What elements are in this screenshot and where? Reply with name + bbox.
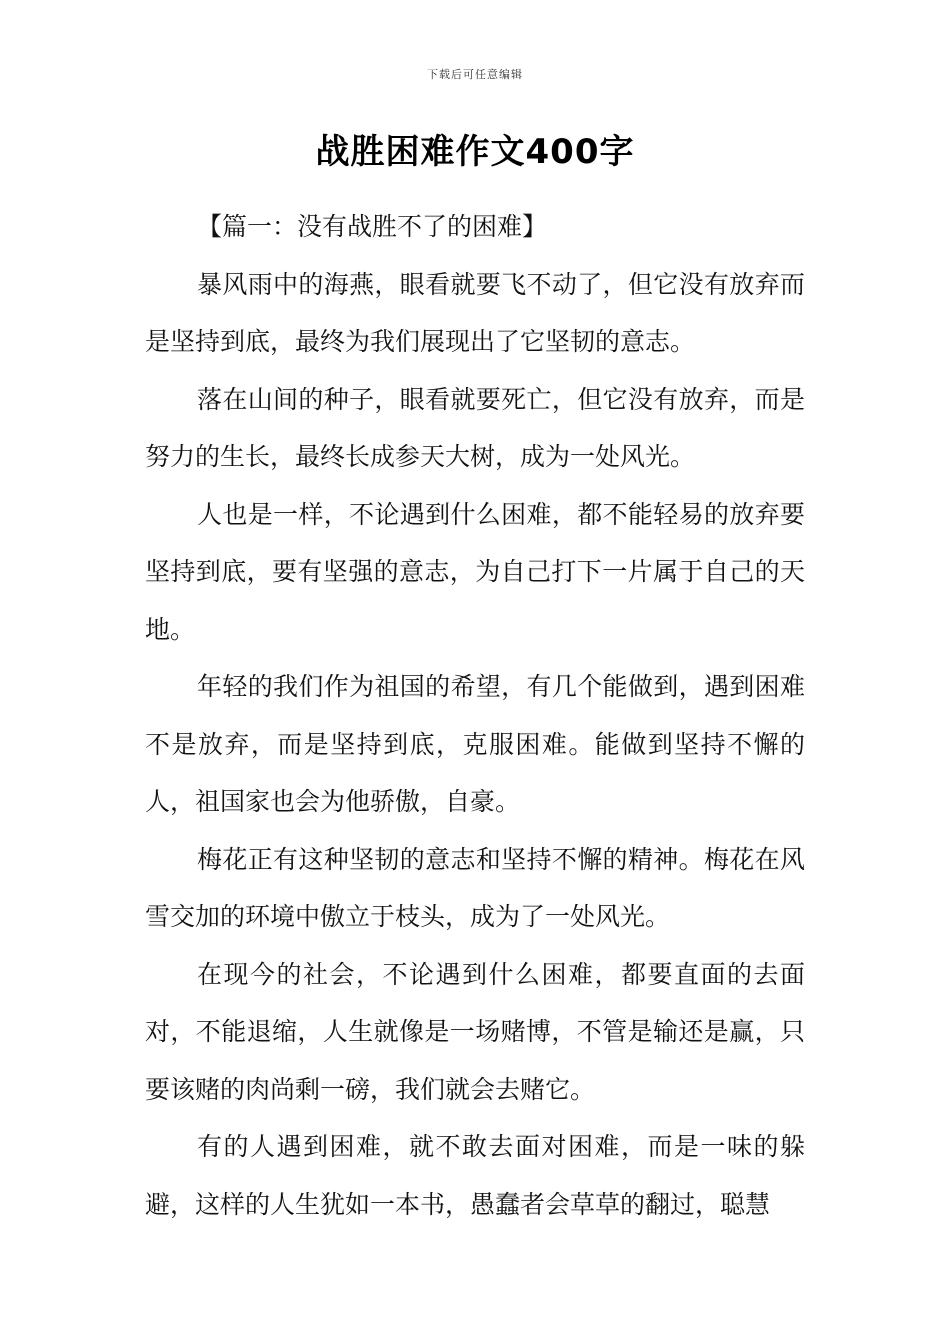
paragraph: 暴风雨中的海燕，眼看就要飞不动了，但它没有放弃而是坚持到底，最终为我们展现出了它坚韧的意志。	[145, 269, 805, 356]
section-heading: 【篇一：没有战胜不了的困难】	[197, 212, 548, 241]
paragraph: 人也是一样，不论遇到什么困难，都不能轻易的放弃要坚持到底，要有坚强的意志，为自己打下一片属于自己的天地。	[145, 499, 805, 644]
article-body	[145, 198, 805, 1233]
paragraph: 有的人遇到困难，就不敢去面对困难，而是一味的躲避，这样的人生犹如一本书，愚蠢者会草草的翻过，聪慧	[145, 1132, 805, 1219]
header-note: 下载后可任意编辑	[427, 68, 523, 81]
paragraph: 落在山间的种子，眼看就要死亡，但它没有放弃，而是努力的生长，最终长成参天大树，成为一处风光。	[145, 384, 805, 471]
page-title: 战胜困难作文400字	[315, 132, 635, 172]
paragraph: 在现今的社会，不论遇到什么困难，都要直面的去面对，不能退缩，人生就像是一场赌博，不管是输还是赢，只要该赌的肉尚剩一磅，我们就会去赌它。	[145, 959, 805, 1104]
paragraph: 年轻的我们作为祖国的希望，有几个能做到，遇到困难不是放弃，而是坚持到底，克服困难。能做到坚持不懈的人，祖国家也会为他骄傲，自豪。	[145, 672, 805, 816]
paragraph: 梅花正有这种坚韧的意志和坚持不懈的精神。梅花在风雪交加的环境中傲立于枝头，成为了一处风光。	[145, 844, 805, 931]
